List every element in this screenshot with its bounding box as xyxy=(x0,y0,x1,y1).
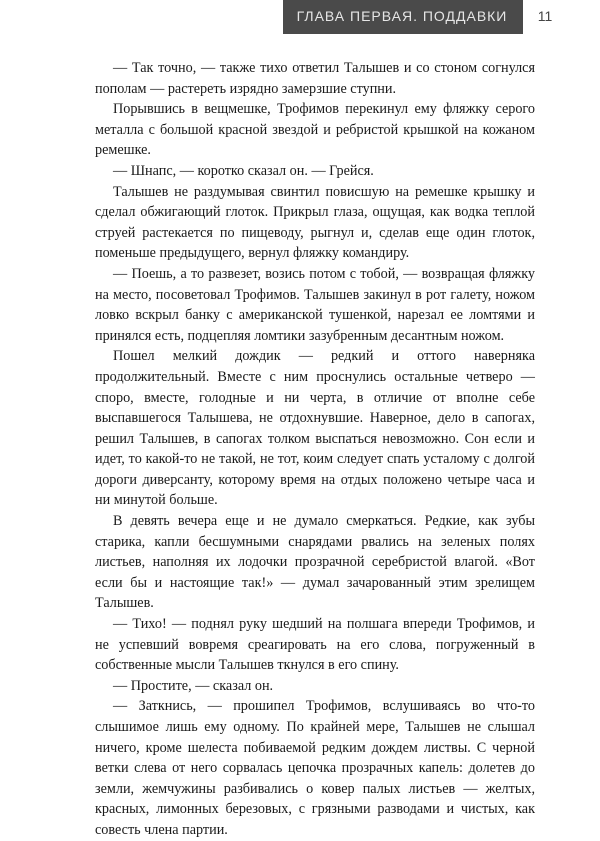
paragraph: Талышев не раздумывая свинтил повисшую на ремешке крышку и сделал обжигающий глоток. Прикрыл глаза, ощущая, как водка теплой струей растекается по пищеводу, рыгнул и, сделав еще один глоток, поменьше предыдущего, вернул фляжку командиру. xyxy=(95,183,535,262)
paragraph: Пошел мелкий дождик — редкий и оттого наверняка продолжительный. Вместе с ним проснулись остальные четверо — споро, вместе, голодные и ни черта, в отличие от вполне себе выспавшегося Талышева, не отдохнувшие. Наверное, дело в сапогах, решил Талышев, в сапогах толком выспаться невозможно. Сон если и идет, то какой-то не такой, не тот, коим следует спать усталому с долгой дороги диверсанту, которому время на отдых положено четыре часа и ни минутой больше. xyxy=(95,348,535,509)
paragraph: — Заткнись, — прошипел Трофимов, вслушиваясь во что-то слышимое лишь ему одному. По крайней мере, Талышев не слышал ничего, кроме шелеста побиваемой редким дождем листвы. С черной ветки слева от него сорвалась цепочка прозрачных капель: долетев до земли, жемчужины разбивались о ковер палых листьев — желтых, красных, лимонных березовых, с грязными разводами и чистых, как совесть члена партии. xyxy=(95,698,535,838)
paragraph: — Шнапс, — коротко сказал он. — Грейся. xyxy=(113,162,374,179)
paragraph: — Простите, — сказал он. xyxy=(113,677,274,694)
running-head: ГЛАВА ПЕРВАЯ. ПОДДАВКИ xyxy=(296,8,508,24)
paragraph: — Тихо! — поднял руку шедший на полшага впереди Трофимов, и не успевший вовремя среагировать на его слова, погруженный в собственные мысли Талышев ткнулся в его спину. xyxy=(95,616,535,674)
paragraph: — Поешь, а то развезет, возись потом с тобой, — возвращая фляжку на место, посоветовал Трофимов. Талышев закинул в рот галету, ножом ловко вскрыл банку с американской тушенкой, нарезал ее ломтями и принялся есть, подцепляя ломтики зазубренным десантным ножом. xyxy=(95,265,535,344)
body-text xyxy=(95,58,535,841)
paragraph: — Так точно, — также тихо ответил Талышев и со стоном согнулся пополам — растереть изрядно замерзшие ступни. xyxy=(95,60,535,97)
paragraph: В девять вечера еще и не думало смеркаться. Редкие, как зубы старика, капли бесшумными снарядами рвались на зеленых полях листьев, наполняя их лодочки прозрачной серебристой влагой. «Вот если бы и настоящие так!» — думал зачарованный этим зрелищем Талышев. xyxy=(95,513,535,612)
page-number: 11 xyxy=(537,8,553,24)
page-header xyxy=(0,0,600,44)
paragraph: Порывшись в вещмешке, Трофимов перекинул ему фляжку серого металла с большой красной звездой и ребристой крышкой на кожаном ремешке. xyxy=(95,101,535,159)
